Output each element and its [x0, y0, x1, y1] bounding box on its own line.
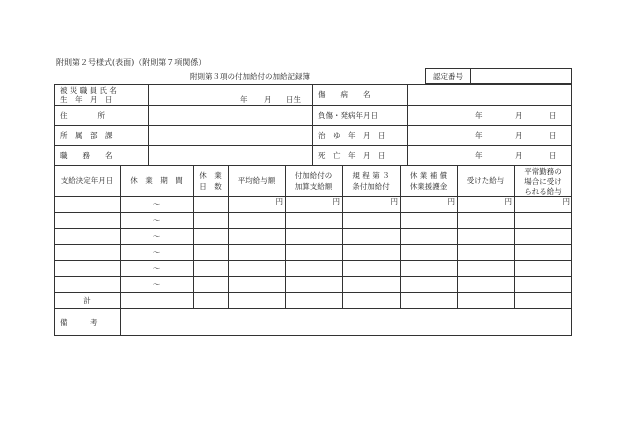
th-comp-2: 休業援護金 [409, 182, 448, 191]
th-rule-2: 条付加給付 [352, 182, 390, 191]
injury-label: 傷 病 名 [318, 90, 371, 99]
onset-month: 月 [515, 111, 523, 120]
period-tilde: ～ [152, 216, 161, 225]
period-tilde: ～ [152, 264, 161, 273]
dept-label: 所 属 部 課 [60, 131, 113, 140]
dob-label: 生 年 月 日 [60, 95, 113, 104]
period-tilde: ～ [152, 232, 161, 241]
yen-received: 円 [504, 197, 512, 206]
th-rule-1: 規 程 第 ３ [352, 171, 390, 180]
onset-label: 負傷・発病年月日 [318, 111, 378, 120]
cure-year: 年 [475, 131, 483, 140]
th-decision-date: 支給決定年月日 [60, 176, 114, 185]
th-comp-1: 休 業 補 償 [409, 171, 448, 180]
death-month: 月 [515, 151, 523, 160]
address-label: 住 所 [60, 111, 105, 120]
dob-day: 日生 [286, 95, 301, 104]
period-tilde: ～ [152, 200, 161, 209]
death-year: 年 [475, 151, 483, 160]
th-leave-days-1: 休 業 [199, 171, 222, 180]
form-title: 附則第３項の付加給付の加給記録簿 [190, 72, 310, 81]
yen-avg-pay: 円 [275, 197, 283, 206]
th-normal-3: られる給与 [524, 187, 562, 196]
yen-comp: 円 [447, 197, 455, 206]
cure-month: 月 [515, 131, 523, 140]
cure-day: 日 [549, 131, 557, 140]
remarks-label: 備 考 [60, 318, 98, 327]
yen-supp: 円 [332, 197, 340, 206]
yen-normal: 円 [562, 197, 570, 206]
th-received: 受けた給与 [466, 176, 505, 185]
dob-month: 月 [264, 95, 272, 104]
th-leave-period: 休 業 期 間 [130, 176, 183, 185]
th-leave-days-2: 日 数 [199, 182, 222, 191]
onset-day: 日 [549, 111, 557, 120]
total-label: 計 [83, 296, 91, 305]
position-label: 職 務 名 [60, 151, 113, 160]
th-avg-pay: 平均給与額 [237, 176, 276, 185]
cert-number-label: 認定番号 [433, 72, 463, 81]
form-label: 附則第２号様式(表面)（附則第７項関係） [56, 58, 207, 67]
th-normal-1: 平常勤務の [524, 167, 562, 176]
yen-rule: 円 [390, 197, 398, 206]
cure-label: 治 ゆ 年 月 日 [318, 131, 386, 140]
th-normal-2: 場合に受け [524, 177, 562, 186]
dob-year: 年 [240, 95, 248, 104]
name-label: 被 災 職 員 氏 名 [60, 86, 117, 95]
period-tilde: ～ [152, 280, 161, 289]
death-label: 死 亡 年 月 日 [318, 151, 386, 160]
death-day: 日 [549, 151, 557, 160]
period-tilde: ～ [152, 248, 161, 257]
th-supp-2: 加算支給額 [294, 182, 333, 191]
th-supp-1: 付加給付の [294, 171, 333, 180]
onset-year: 年 [475, 111, 483, 120]
form-outer [54, 84, 572, 336]
